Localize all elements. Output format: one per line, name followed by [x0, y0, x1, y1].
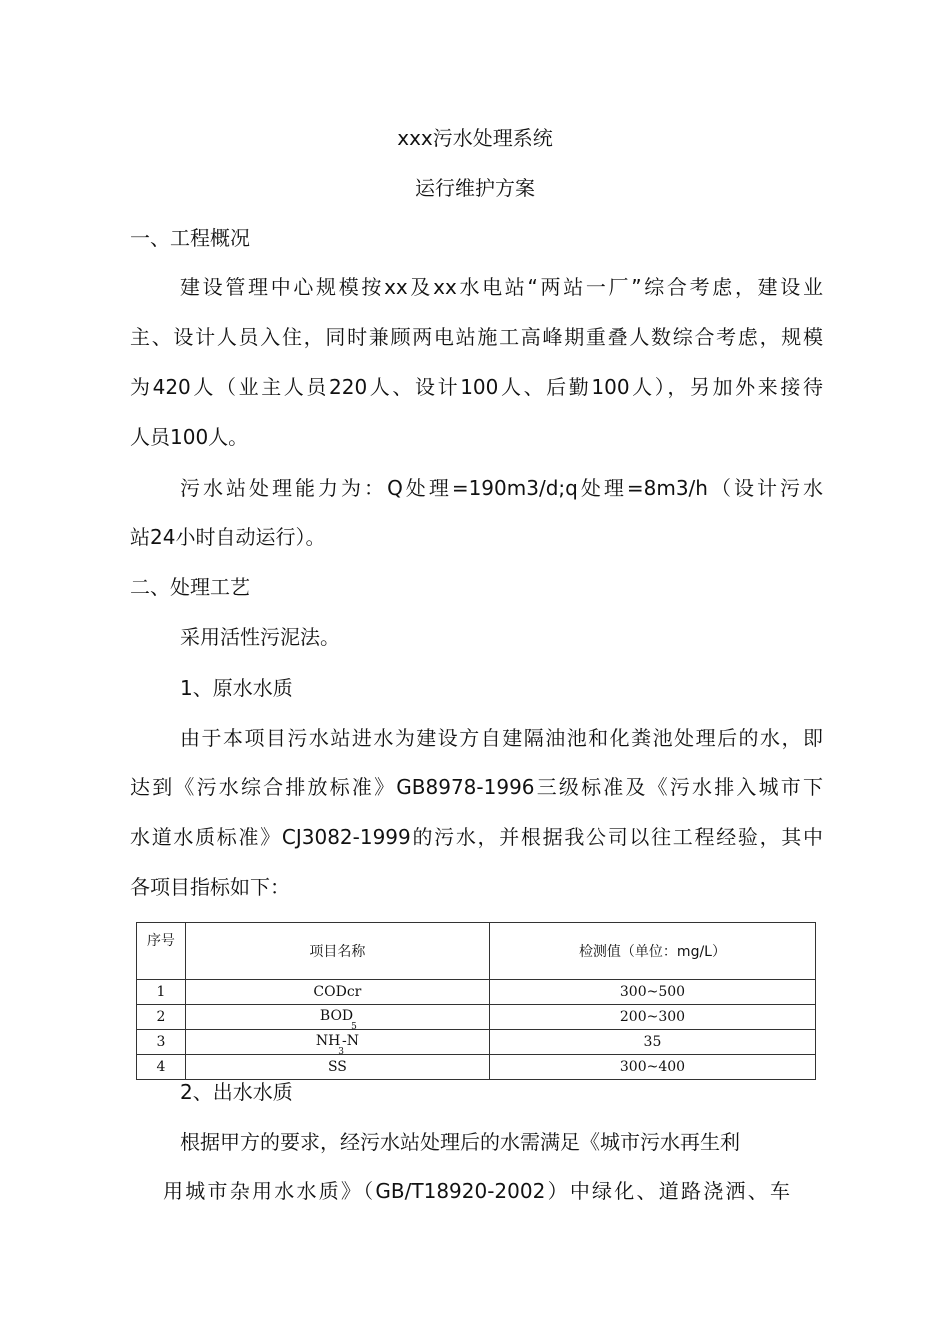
- table-row: [137, 1055, 816, 1080]
- subscript: 3: [338, 1047, 345, 1057]
- text-line: 站24小时自动运行）。: [130, 525, 326, 549]
- table-row: [137, 980, 816, 1005]
- text-line: 主、设计人员入住，同时兼顾两电站施工高峰期重叠人数综合考虑，规模: [130, 325, 823, 349]
- text-line: 由于本项目污水站进水为建设方自建隔油池和化粪池处理后的水，即: [180, 726, 823, 750]
- cell-number: 1: [137, 980, 186, 1005]
- table-row: [137, 1005, 816, 1030]
- cell-item-name: [185, 1030, 489, 1055]
- text-line: 人员100人。: [130, 425, 249, 449]
- cell-number: 4: [137, 1055, 186, 1080]
- table-header-row: [137, 923, 816, 980]
- section-heading-process: 二、处理工艺: [130, 575, 250, 599]
- document-subtitle: 运行维护方案: [415, 176, 535, 200]
- header-measured-value: 检测值（单位：mg/L）: [489, 923, 815, 980]
- cell-item-name: CODcr: [185, 980, 489, 1005]
- text-line: 建设管理中心规模按xx及xx水电站“两站一厂”综合考虑，建设业: [180, 275, 823, 299]
- subscript: 5: [351, 1022, 357, 1032]
- document-title: xxx污水处理系统: [397, 126, 553, 150]
- cell-item-name: SS: [185, 1055, 489, 1080]
- process-method: 采用活性污泥法。: [180, 625, 340, 649]
- text-line: 根据甲方的要求，经污水站处理后的水需满足《城市污水再生利: [180, 1130, 740, 1154]
- text-line: 为420人（业主人员220人、设计100人、后勤100人），另加外来接待: [130, 375, 823, 399]
- subsection-heading-raw-water: 1、原水水质: [180, 676, 293, 700]
- text-line: 用城市杂用水水质》（GB/T18920-2002）中绿化、道路浇洒、车: [163, 1179, 790, 1203]
- item-name-text: -N: [342, 1033, 359, 1049]
- item-name-text: BOD: [319, 1008, 354, 1024]
- header-number: 序号: [137, 923, 186, 980]
- cell-number: 3: [137, 1030, 186, 1055]
- cell-value: 300~400: [489, 1055, 815, 1080]
- item-name-text: NH: [315, 1033, 341, 1049]
- text-line: 达到《污水综合排放标准》GB8978-1996三级标准及《污水排入城市下: [130, 775, 823, 799]
- text-line: 水道水质标准》CJ3082-1999的污水，并根据我公司以往工程经验，其中: [130, 825, 823, 849]
- section-heading-overview: 一、工程概况: [130, 226, 250, 250]
- cell-value: 35: [489, 1030, 815, 1055]
- cell-value: 200~300: [489, 1005, 815, 1030]
- header-item-name: 项目名称: [185, 923, 489, 980]
- subsection-heading-effluent: 2、出水水质: [180, 1080, 293, 1104]
- table-row: [137, 1030, 816, 1055]
- cell-number: 2: [137, 1005, 186, 1030]
- text-line: 污水站处理能力为：Q处理=190m3/d;q处理=8m3/h（设计污水: [180, 476, 823, 500]
- cell-value: 300~500: [489, 980, 815, 1005]
- text-line: 各项目指标如下：: [130, 875, 290, 899]
- cell-item-name: [185, 1005, 489, 1030]
- raw-water-quality-table: [136, 922, 816, 1080]
